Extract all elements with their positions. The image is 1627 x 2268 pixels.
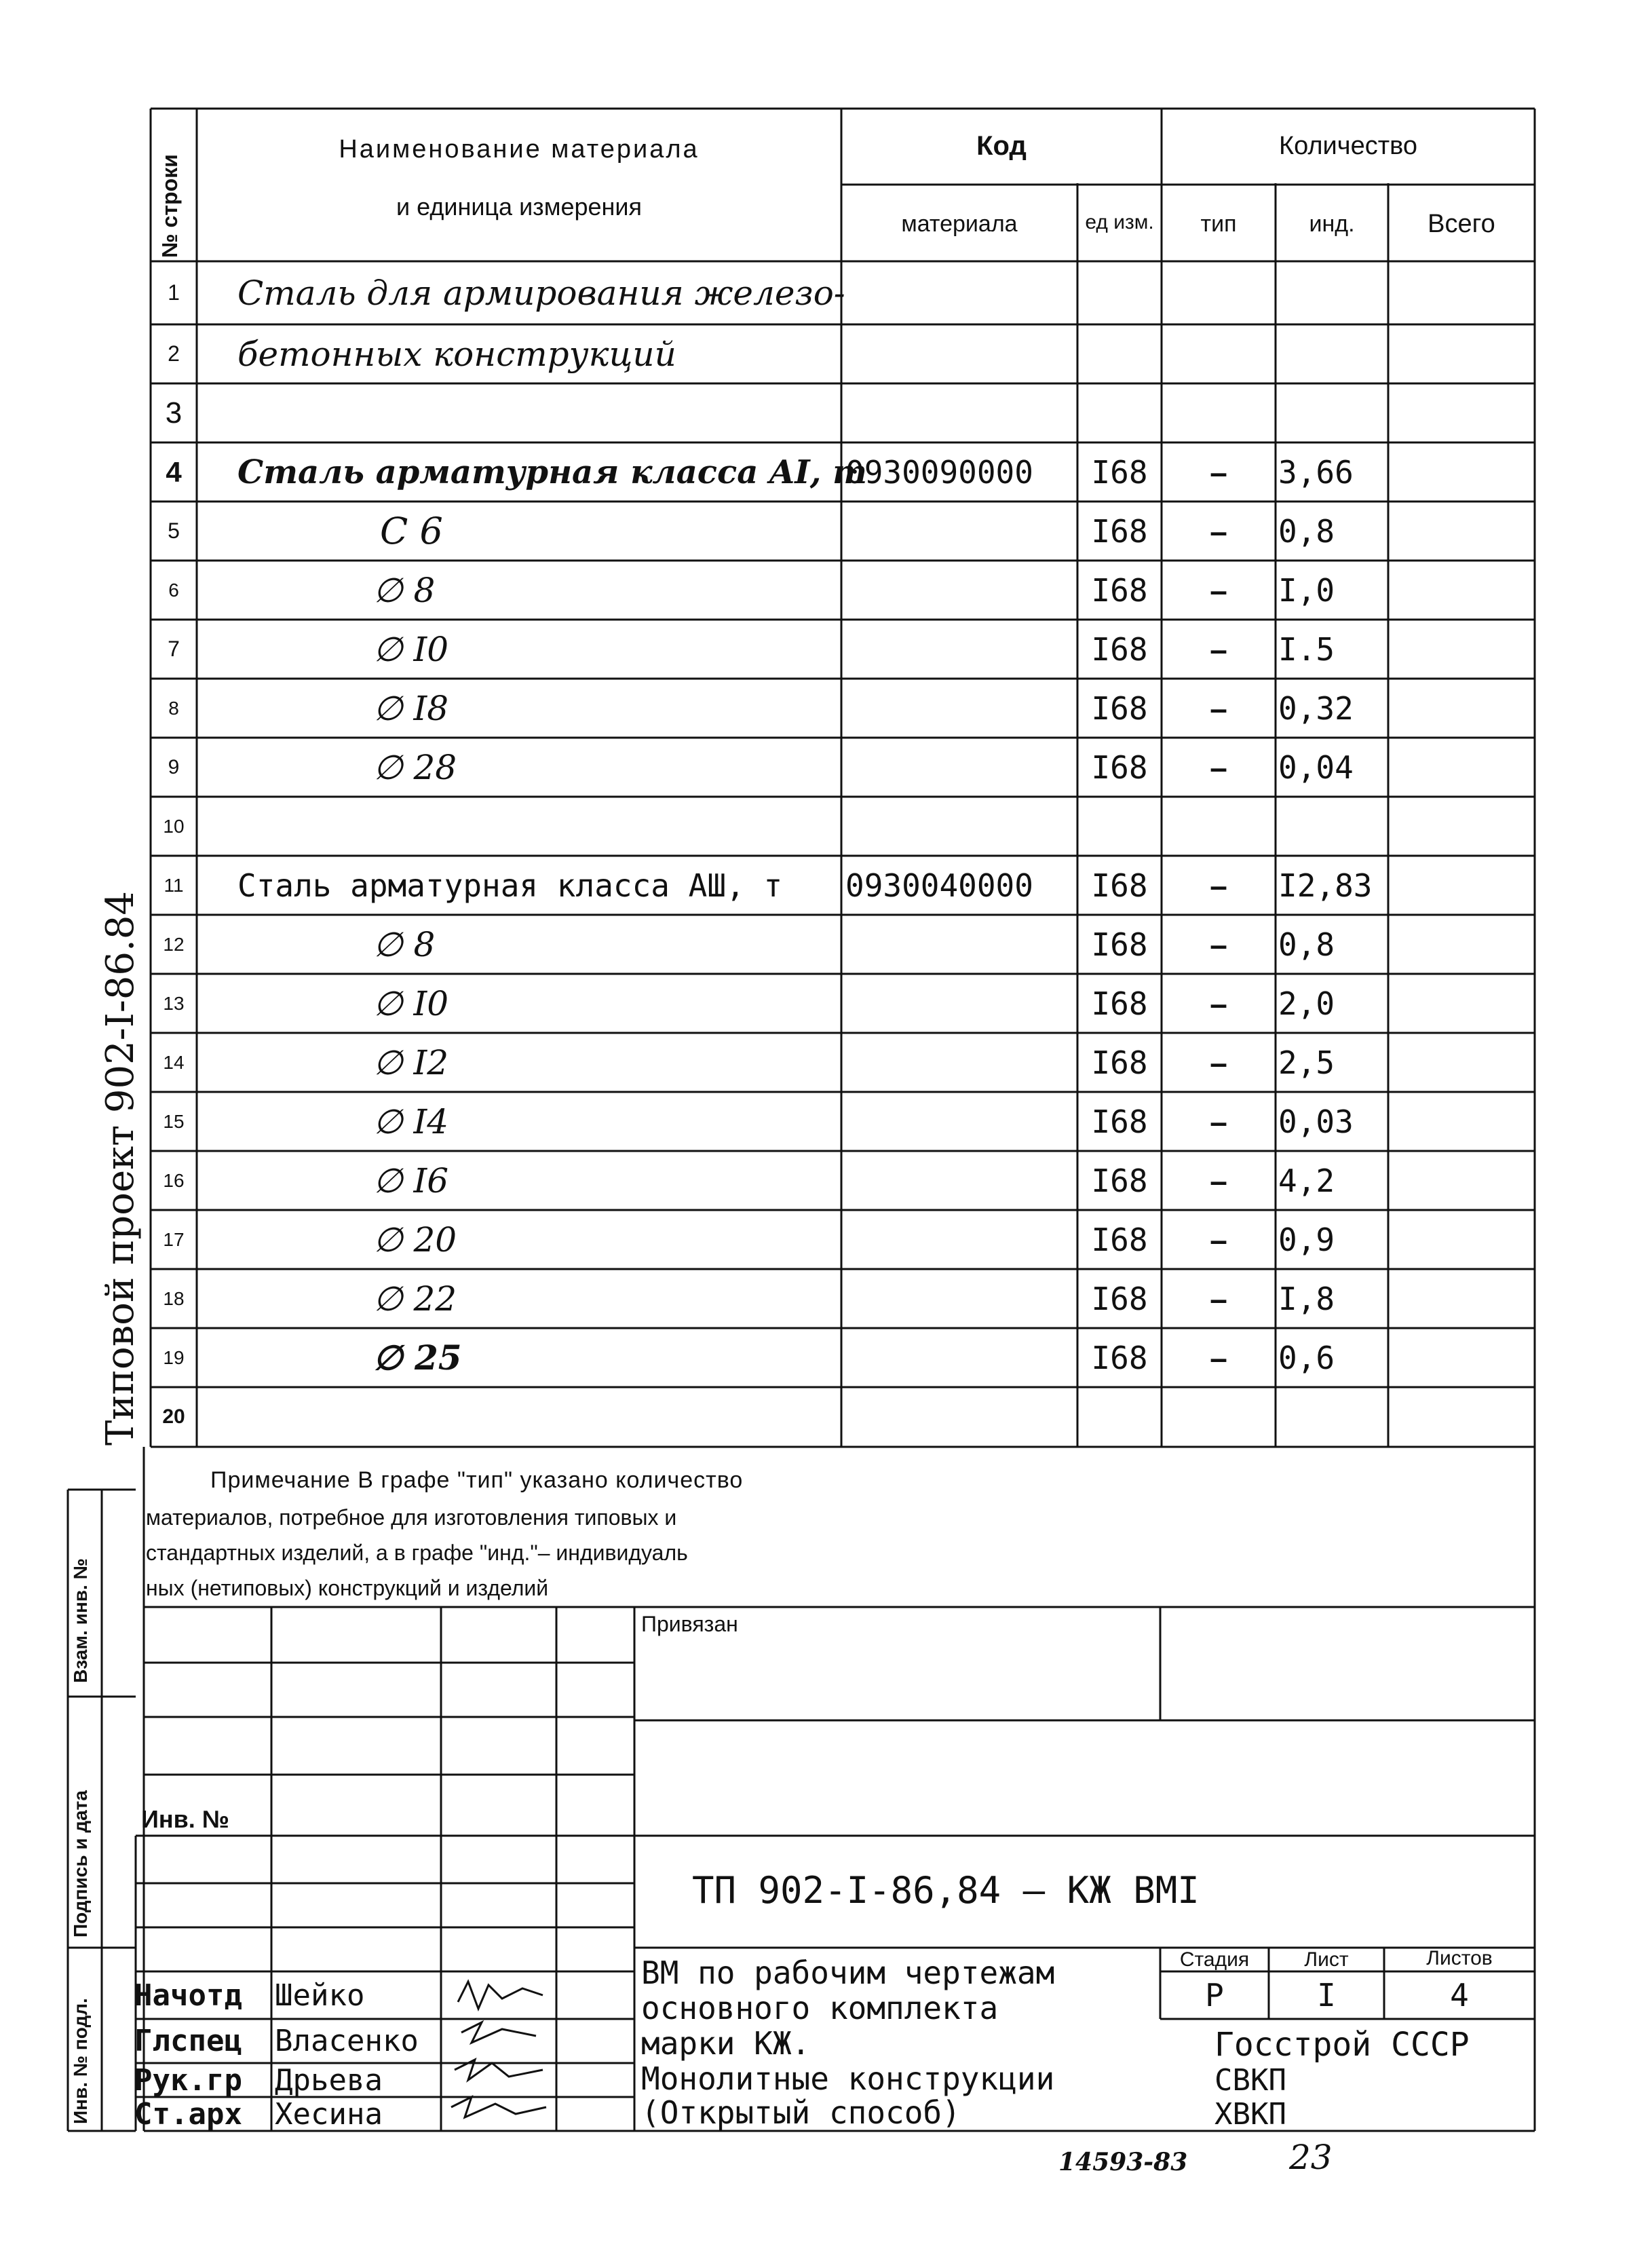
signer-name: Дрьева xyxy=(275,2062,383,2098)
row-number: 20 xyxy=(162,1405,185,1428)
row-material-code: 0930090000 xyxy=(845,453,1033,491)
organization-line: СВКП xyxy=(1214,2063,1286,2098)
row-material-name: ∅ 25 xyxy=(373,1338,462,1378)
row-number: 13 xyxy=(163,992,185,1014)
row-qty-ind: I,0 xyxy=(1278,571,1335,609)
row-material-name: ∅ I0 xyxy=(373,983,449,1023)
row-material-name: ∅ I6 xyxy=(373,1160,449,1201)
signer-role: Ст.арх xyxy=(134,2096,242,2132)
row-qty-ind: I,8 xyxy=(1278,1280,1335,1317)
row-material-name: ∅ 28 xyxy=(373,747,457,787)
stage-value: Р xyxy=(1205,1977,1224,2014)
row-number: 18 xyxy=(163,1287,185,1309)
row-number: 12 xyxy=(163,933,185,955)
row-qty-ind: 2,0 xyxy=(1278,985,1335,1022)
row-material-code: 0930040000 xyxy=(845,867,1033,904)
side-title: Типовой проект 902-I-86.84 xyxy=(98,890,142,1445)
archive-number: 14593-83 xyxy=(1058,2148,1188,2176)
row-unit: I68 xyxy=(1091,985,1148,1022)
sheets-value: 4 xyxy=(1450,1977,1469,2014)
signer-role: Начотд xyxy=(134,1978,242,2013)
description-line: (Открытый способ) xyxy=(641,2094,961,2131)
header-code-unit: ед изм. xyxy=(1085,211,1154,233)
header-quantity: Количество xyxy=(1278,131,1418,160)
row-material-name: ∅ I4 xyxy=(373,1101,449,1141)
row-unit: I68 xyxy=(1091,1280,1148,1317)
row-number: 17 xyxy=(163,1228,185,1250)
row-material-name: Сталь арматурная класса AI, т xyxy=(237,453,867,491)
header-code-material: материала xyxy=(901,210,1018,237)
inventory-number-label: Инв. № xyxy=(141,1805,229,1833)
row-qty-ind: 2,5 xyxy=(1278,1044,1335,1081)
row-qty-type: – xyxy=(1210,1044,1227,1080)
row-qty-type: – xyxy=(1210,1163,1227,1198)
row-unit: I68 xyxy=(1091,867,1148,904)
row-qty-type: – xyxy=(1210,926,1227,962)
organization-line: ХВКП xyxy=(1214,2097,1286,2132)
row-number: 3 xyxy=(165,396,183,430)
row-number: 4 xyxy=(166,455,182,488)
signer-name: Власенко xyxy=(275,2024,419,2058)
row-qty-type: – xyxy=(1210,1222,1227,1258)
row-qty-ind: 3,66 xyxy=(1278,453,1354,491)
row-unit: I68 xyxy=(1091,1103,1148,1140)
margin-label-podpis: Подпись и дата xyxy=(70,1790,91,1938)
row-qty-type: – xyxy=(1210,985,1227,1021)
note-line: стандартных изделий, а в графе "инд."– индивидуаль xyxy=(146,1541,688,1565)
row-qty-ind: I.5 xyxy=(1278,630,1335,668)
row-unit: I68 xyxy=(1091,749,1148,786)
row-material-name: Сталь для армирования железо- xyxy=(237,273,845,313)
row-qty-type: – xyxy=(1210,1281,1227,1317)
signer-role: Глспец xyxy=(134,2024,242,2058)
row-number: 14 xyxy=(163,1051,185,1073)
header-row-number: № строки xyxy=(157,154,182,258)
row-qty-type: – xyxy=(1210,1103,1227,1139)
row-qty-type: – xyxy=(1210,572,1227,608)
row-number: 7 xyxy=(168,637,180,661)
row-number: 16 xyxy=(163,1169,185,1191)
row-number: 15 xyxy=(163,1110,185,1132)
row-unit: I68 xyxy=(1091,1339,1148,1376)
row-unit: I68 xyxy=(1091,571,1148,609)
sheets-label: Листов xyxy=(1426,1947,1493,1969)
row-number: 1 xyxy=(168,280,180,305)
row-material-name: ∅ 20 xyxy=(373,1220,457,1260)
row-material-name: С 6 xyxy=(380,510,443,552)
description-line: Монолитные конструкции xyxy=(641,2060,1055,2097)
row-qty-ind: 0,8 xyxy=(1278,926,1335,963)
row-material-name: ∅ I8 xyxy=(373,688,449,728)
row-number: 10 xyxy=(163,815,185,837)
description-line: марки КЖ. xyxy=(641,2025,811,2062)
description-line: основного комплекта xyxy=(641,1990,999,2026)
row-qty-ind: 0,9 xyxy=(1278,1221,1335,1258)
header-qty-total: Всего xyxy=(1428,209,1495,238)
header-qty-type: тип xyxy=(1200,210,1237,237)
header-name-line2: и единица измерения xyxy=(396,193,642,221)
signatures-graphic xyxy=(441,1968,556,2131)
row-qty-ind: 4,2 xyxy=(1278,1162,1335,1199)
row-qty-ind: 0,6 xyxy=(1278,1339,1335,1376)
row-unit: I68 xyxy=(1091,1221,1148,1258)
row-material-name: бетонных конструкций xyxy=(237,334,676,374)
margin-label-inv-podl: Инв. № подл. xyxy=(70,1998,91,2124)
row-number: 11 xyxy=(164,874,184,896)
row-material-name: ∅ 8 xyxy=(373,570,436,610)
note-line: Примечание В графе "тип" указано количество xyxy=(210,1467,744,1493)
header-qty-ind: инд. xyxy=(1309,210,1355,237)
row-qty-ind: I2,83 xyxy=(1278,867,1373,904)
row-material-name: ∅ 22 xyxy=(373,1279,457,1319)
row-unit: I68 xyxy=(1091,1162,1148,1199)
row-qty-ind: 0,8 xyxy=(1278,512,1335,550)
row-number: 8 xyxy=(168,697,179,719)
row-qty-ind: 0,32 xyxy=(1278,689,1354,727)
stage-label: Стадия xyxy=(1179,1948,1250,1971)
row-qty-type: – xyxy=(1210,867,1227,903)
row-qty-type: – xyxy=(1210,749,1227,785)
row-qty-type: – xyxy=(1210,1340,1227,1376)
row-number: 2 xyxy=(168,341,180,366)
sheet-label: Лист xyxy=(1304,1948,1349,1971)
row-unit: I68 xyxy=(1091,1044,1148,1081)
row-material-name: ∅ 8 xyxy=(373,924,436,964)
sheet-value: I xyxy=(1317,1977,1336,2014)
row-unit: I68 xyxy=(1091,689,1148,727)
header-name-line1: Наименование материала xyxy=(339,134,700,164)
margin-label-vzam: Взам. инв. № xyxy=(70,1558,91,1683)
row-number: 9 xyxy=(168,755,180,778)
signer-name: Шейко xyxy=(275,1978,365,2013)
row-qty-type: – xyxy=(1210,690,1227,726)
note-line: материалов, потребное для изготовления типовых и xyxy=(146,1505,677,1530)
row-material-name: ∅ I0 xyxy=(373,629,449,669)
row-qty-type: – xyxy=(1210,631,1227,667)
row-qty-type: – xyxy=(1210,513,1227,549)
header-code: Код xyxy=(976,130,1027,161)
signer-name: Хесина xyxy=(275,2096,383,2132)
row-number: 5 xyxy=(168,518,180,543)
row-number: 19 xyxy=(163,1346,185,1368)
page-number: 23 xyxy=(1289,2138,1333,2177)
row-qty-type: – xyxy=(1210,454,1227,490)
privyazan-label: Привязан xyxy=(641,1612,738,1636)
document-code: ТП 902-I-86,84 – КЖ ВМI xyxy=(692,1868,1200,1912)
row-unit: I68 xyxy=(1091,630,1148,668)
description-line: ВМ по рабочим чертежам xyxy=(641,1954,1055,1991)
row-qty-ind: 0,03 xyxy=(1278,1103,1354,1140)
organization-line: Госстрой СССР xyxy=(1214,2026,1470,2064)
row-unit: I68 xyxy=(1091,453,1148,491)
row-unit: I68 xyxy=(1091,512,1148,550)
row-number: 6 xyxy=(168,579,179,601)
row-material-name: ∅ I2 xyxy=(373,1042,449,1082)
row-qty-ind: 0,04 xyxy=(1278,749,1354,786)
note-line: ных (нетиповых) конструкций и изделий xyxy=(146,1576,549,1600)
row-unit: I68 xyxy=(1091,926,1148,963)
signer-role: Рук.гр xyxy=(134,2062,242,2098)
row-material-name: Сталь арматурная класса АШ, т xyxy=(237,867,783,904)
